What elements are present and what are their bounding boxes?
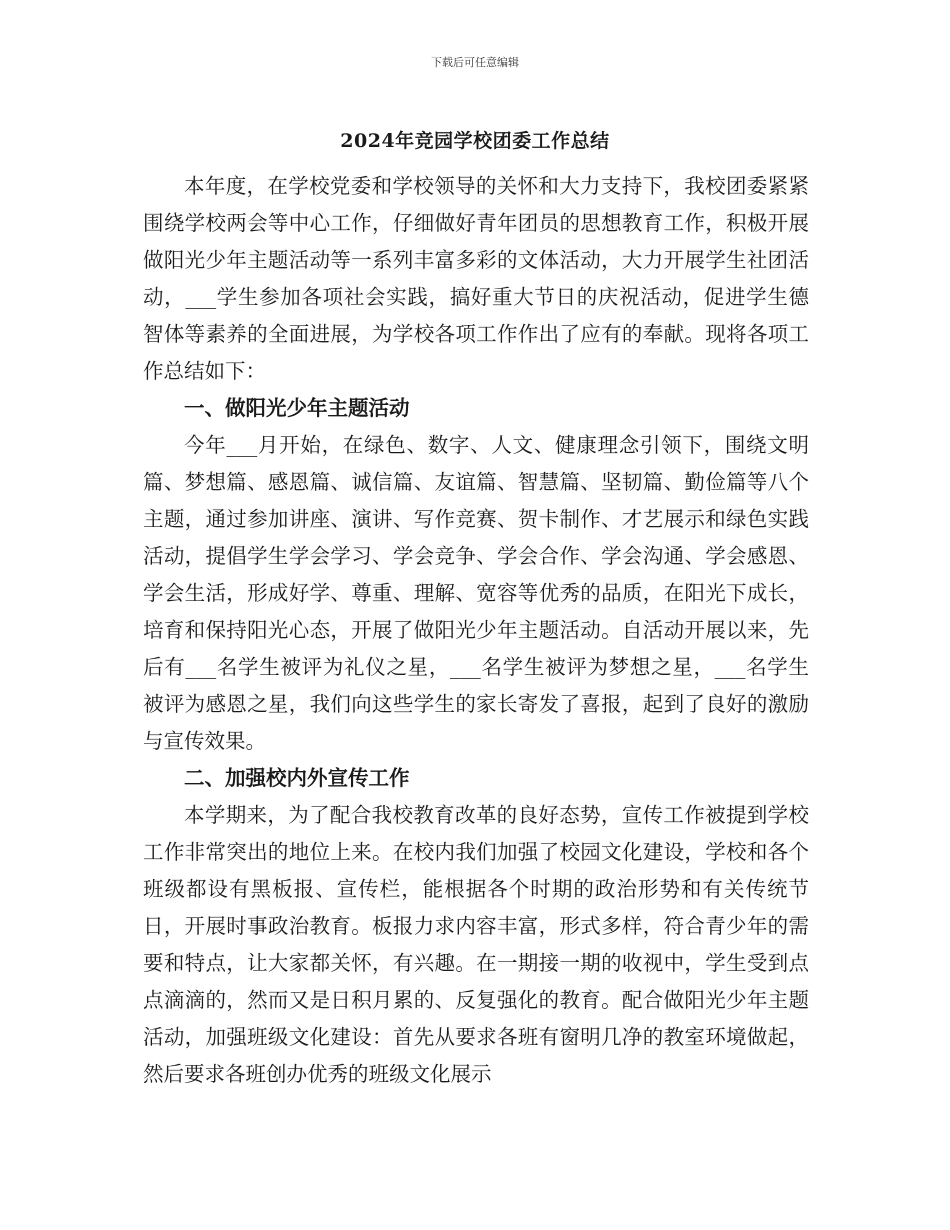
- page-header-note: 下载后可任意编辑: [431, 56, 519, 69]
- section-heading-2: 二、加强校内外宣传工作: [184, 766, 410, 790]
- section-paragraph-1: 今年___月开始，在绿色、数字、人文、健康理念引领下，围绕文明篇、梦想篇、感恩篇、诚信篇、友谊篇、智慧篇、坚韧篇、勤俭篇等八个主题，通过参加讲座、演讲、写作竞赛、贺卡制作、才艺展示和绿色实践活动，提倡学生学会学习、学会竞争、学会合作、学会沟通、学会感恩、学会生活，形成好学、尊重、理解、宽容等优秀的品质，在阳光下成长，培育和保持阳光心态，开展了做阳光少年主题活动。自活动开展以来，先后有___名学生被评为礼仪之星，___名学生被评为梦想之星，___名学生被评为感恩之星，我们向这些学生的家长寄发了喜报，起到了良好的激励与宣传效果。: [143, 433, 809, 753]
- document-body: [143, 168, 809, 1093]
- intro-paragraph: 本年度，在学校党委和学校领导的关怀和大力支持下，我校团委紧紧围绕学校两会等中心工作，仔细做好青年团员的思想教育工作，积极开展做阳光少年主题活动等一系列丰富多彩的文体活动，大力开展学生社团活动，___学生参加各项社会实践，搞好重大节日的庆祝活动，促进学生德智体等素养的全面进展，为学校各项工作作出了应有的奉献。现将各项工作总结如下：: [143, 174, 809, 383]
- section-paragraph-2: 本学期来，为了配合我校教育改革的良好态势，宣传工作被提到学校工作非常突出的地位上来。在校内我们加强了校园文化建设，学校和各个班级都设有黑板报、宣传栏，能根据各个时期的政治形势和有关传统节日，开展时事政治教育。板报力求内容丰富，形式多样，符合青少年的需要和特点，让大家都关怀，有兴趣。在一期接一期的收视中，学生受到点点滴滴的，然而又是日积月累的、反复强化的教育。配合做阳光少年主题活动，加强班级文化建设：首先从要求各班有窗明几净的教室环境做起，然后要求各班创办优秀的班级文化展示: [143, 803, 809, 1086]
- section-heading-1: 一、做阳光少年主题活动: [184, 396, 410, 420]
- document-title: 2024年竞园学校团委工作总结: [340, 130, 610, 152]
